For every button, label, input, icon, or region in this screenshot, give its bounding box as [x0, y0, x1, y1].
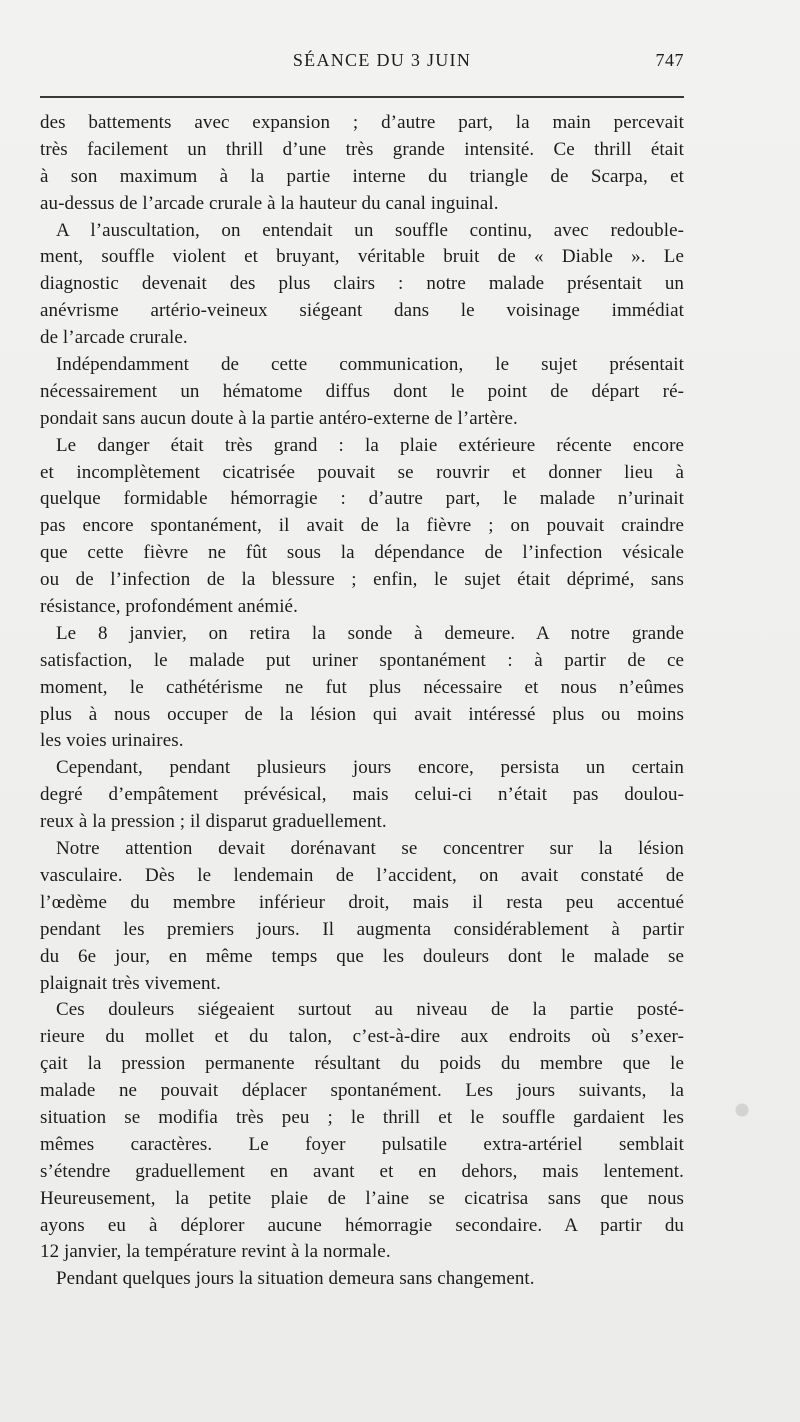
text-line: ment, souffle violent et bruyant, véritable bruit de « Diable ». Le — [40, 246, 684, 268]
text-line: mêmes caractères. Le foyer pulsatile extra-artériel semblait — [40, 1133, 684, 1155]
text-line: situation se modifia très peu ; le thrill et le souffle gardaient les — [40, 1106, 684, 1128]
page-header-title: SÉANCE DU 3 JUIN — [292, 50, 472, 70]
text-line: Ces douleurs siégeaient surtout au niveau de la partie posté- — [56, 999, 684, 1021]
text-line: Cependant, pendant plusieurs jours encore, persista un certain — [56, 757, 684, 779]
running-head — [40, 50, 684, 74]
text-line: Pendant quelques jours la situation demeura sans changement. — [56, 1268, 535, 1290]
text-line: nécessairement un hématome diffus dont le point de départ ré- — [40, 380, 684, 402]
text-line: au-dessus de l’arcade crurale à la hauteur du canal inguinal. — [40, 192, 499, 214]
text-line: et incomplètement cicatrisée pouvait se rouvrir et donner lieu à — [40, 461, 684, 483]
text-line: quelque formidable hémorragie : d’autre part, le malade n’urinait — [40, 488, 684, 510]
text-line: de l’arcade crurale. — [40, 327, 188, 349]
text-line: vasculaire. Dès le lendemain de l’accident, on avait constaté de — [40, 864, 684, 886]
text-line: ou de l’infection de la blessure ; enfin, le sujet était déprimé, sans — [40, 569, 684, 591]
text-line: pondait sans aucun doute à la partie antéro-externe de l’artère. — [40, 407, 518, 429]
text-line: les voies urinaires. — [40, 730, 184, 752]
text-line: Le danger était très grand : la plaie extérieure récente encore — [56, 434, 684, 456]
text-line: Indépendamment de cette communication, le sujet présentait — [56, 354, 684, 376]
text-line: diagnostic devenait des plus clairs : notre malade présentait un — [40, 273, 684, 295]
page-number: 747 — [655, 50, 684, 70]
text-line: Le 8 janvier, on retira la sonde à demeure. A notre grande — [56, 622, 684, 644]
text-line: s’étendre graduellement en avant et en dehors, mais lentement. — [40, 1160, 684, 1182]
text-line: Notre attention devait dorénavant se concentrer sur la lésion — [56, 838, 684, 860]
text-line: du 6e jour, en même temps que les douleurs dont le malade se — [40, 945, 684, 967]
text-line: 12 janvier, la température revint à la normale. — [40, 1241, 391, 1263]
text-line: des battements avec expansion ; d’autre part, la main percevait — [40, 112, 684, 133]
text-line: degré d’empâtement prévésical, mais celui-ci n’était pas doulou- — [40, 784, 684, 806]
text-line: résistance, profondément anémié. — [40, 596, 298, 618]
text-line: que cette fièvre ne fût sous la dépendance de l’infection vésicale — [40, 542, 684, 564]
text-line: anévrisme artério-veineux siégeant dans le voisinage immédiat — [40, 300, 684, 322]
text-line: malade ne pouvait déplacer spontanément. Les jours suivants, la — [40, 1080, 684, 1102]
text-line: reux à la pression ; il disparut graduellement. — [40, 811, 387, 833]
text-line: moment, le cathétérisme ne fut plus nécessaire et nous n’eûmes — [40, 676, 684, 698]
text-line: Heureusement, la petite plaie de l’aine se cicatrisa sans que nous — [40, 1187, 684, 1209]
text-line: plaignait très vivement. — [40, 972, 221, 994]
body-text — [40, 110, 684, 1293]
text-line: çait la pression permanente résultant du poids du membre que le — [40, 1053, 684, 1075]
text-line: l’œdème du membre inférieur droit, mais il resta peu accentué — [40, 891, 684, 913]
text-line: ayons eu à déplorer aucune hémorragie secondaire. A partir du — [40, 1214, 684, 1236]
text-line: plus à nous occuper de la lésion qui avait intéressé plus ou moins — [40, 703, 684, 725]
text-line: très facilement un thrill d’une très grande intensité. Ce thrill était — [40, 138, 684, 160]
header-rule — [40, 96, 684, 98]
text-line: pas encore spontanément, il avait de la fièvre ; on pouvait craindre — [40, 515, 684, 537]
text-line: satisfaction, le malade put uriner spontanément : à partir de ce — [40, 649, 684, 671]
text-line: pendant les premiers jours. Il augmenta considérablement à partir — [40, 918, 684, 940]
text-line: A l’auscultation, on entendait un souffle continu, avec redouble- — [56, 219, 684, 241]
text-line: à son maximum à la partie interne du triangle de Scarpa, et — [40, 165, 684, 187]
text-line: rieure du mollet et du talon, c’est-à-dire aux endroits où s’exer- — [40, 1026, 684, 1048]
